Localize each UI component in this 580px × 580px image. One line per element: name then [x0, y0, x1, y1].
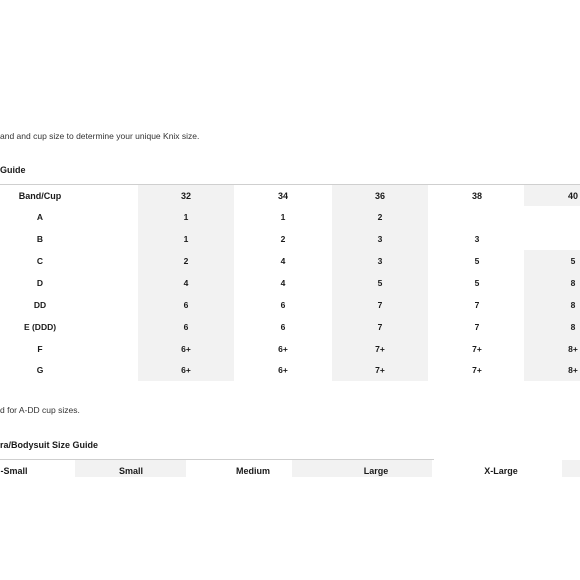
- knix-size-value: 4: [280, 278, 286, 288]
- knix-size-value: 5: [570, 256, 576, 266]
- knix-size-value: 8+: [568, 365, 578, 375]
- knix-size-value: 8+: [568, 344, 578, 354]
- knix-size-value: 6: [183, 322, 189, 332]
- bodysuit-size-header: Large: [363, 466, 389, 476]
- bodysuit-size-guide-title: ra/Bodysuit Size Guide: [0, 440, 99, 450]
- cup-size-label: G: [36, 365, 44, 375]
- knix-size-value: 2: [377, 212, 383, 222]
- column-shade: [292, 460, 432, 477]
- bodysuit-size-header: -Small: [0, 466, 28, 476]
- footnote: d for A-DD cup sizes.: [0, 405, 80, 415]
- knix-size-value: 7+: [472, 365, 482, 375]
- knix-size-value: 8: [570, 300, 576, 310]
- knix-size-value: 5: [474, 256, 480, 266]
- band-cup-header: Band/Cup: [18, 191, 62, 201]
- knix-size-value: 8: [570, 278, 576, 288]
- knix-size-value: 6+: [181, 365, 191, 375]
- cup-size-label: B: [36, 234, 44, 244]
- knix-size-value: 3: [377, 256, 383, 266]
- knix-size-value: 5: [377, 278, 383, 288]
- cup-size-label: D: [36, 278, 44, 288]
- cup-size-label: C: [36, 256, 44, 266]
- column-shade: [524, 250, 580, 381]
- band-size-header: 40: [567, 191, 579, 201]
- band-size-header: 36: [374, 191, 386, 201]
- knix-size-value: 1: [183, 212, 189, 222]
- table-top-divider: [0, 184, 580, 185]
- knix-size-value: 5: [474, 278, 480, 288]
- knix-size-value: 6+: [181, 344, 191, 354]
- band-size-header: 34: [277, 191, 289, 201]
- knix-size-value: 3: [474, 234, 480, 244]
- knix-size-value: 2: [280, 234, 286, 244]
- bodysuit-size-header: X-Large: [484, 466, 518, 476]
- column-shade: [562, 460, 580, 477]
- knix-size-value: 7+: [375, 344, 385, 354]
- cup-size-label: A: [36, 212, 44, 222]
- knix-size-value: 3: [377, 234, 383, 244]
- knix-size-value: 6+: [278, 365, 288, 375]
- knix-size-value: 7+: [472, 344, 482, 354]
- knix-size-value: 7: [474, 322, 480, 332]
- band-size-header: 38: [471, 191, 483, 201]
- cup-size-label: E (DDD): [23, 322, 57, 332]
- knix-size-value: 4: [280, 256, 286, 266]
- knix-size-value: 1: [280, 212, 286, 222]
- bodysuit-size-header: Medium: [235, 466, 271, 476]
- knix-size-value: 6: [183, 300, 189, 310]
- cup-size-label: DD: [33, 300, 47, 310]
- knix-size-value: 7: [377, 322, 383, 332]
- cup-size-label: F: [37, 344, 43, 354]
- knix-size-value: 7: [474, 300, 480, 310]
- size-guide-title: Guide: [0, 165, 26, 175]
- intro-text: and and cup size to determine your unique Knix size.: [0, 131, 200, 141]
- knix-size-value: 6: [280, 322, 286, 332]
- band-size-header: 32: [180, 191, 192, 201]
- knix-size-value: 1: [183, 234, 189, 244]
- bodysuit-size-header: Small: [118, 466, 144, 476]
- knix-size-value: 6+: [278, 344, 288, 354]
- knix-size-value: 7: [377, 300, 383, 310]
- knix-size-value: 8: [570, 322, 576, 332]
- knix-size-value: 7+: [375, 365, 385, 375]
- knix-size-value: 6: [280, 300, 286, 310]
- knix-size-value: 4: [183, 278, 189, 288]
- knix-size-value: 2: [183, 256, 189, 266]
